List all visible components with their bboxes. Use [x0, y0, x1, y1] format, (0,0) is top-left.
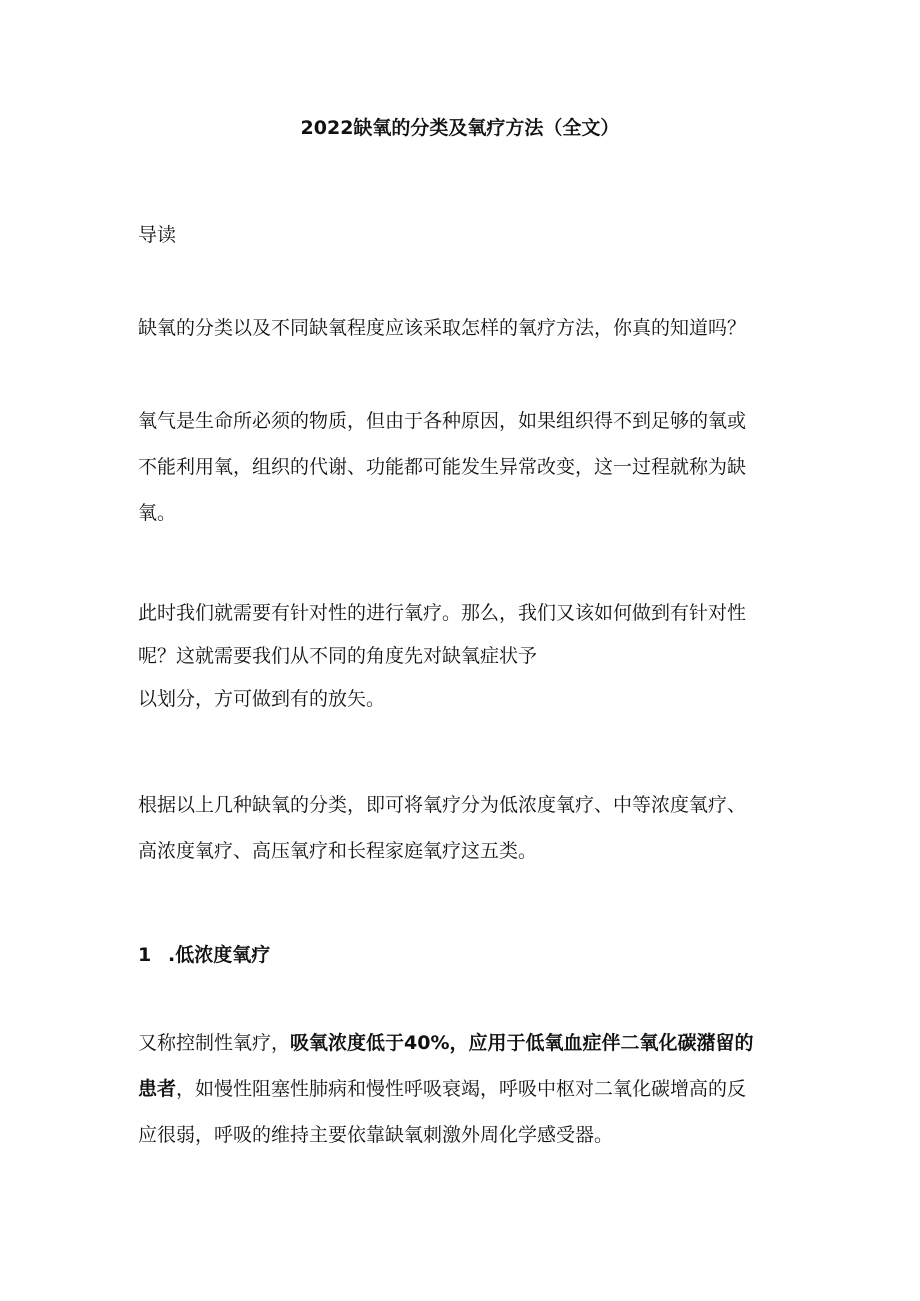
paragraph-low-concentration [138, 1020, 788, 1158]
paragraph-line: 呢？这就需要我们从不同的角度先对缺氧症状予 [138, 645, 538, 667]
normal-text: 又称控制性氧疗， [138, 1032, 291, 1054]
section-heading-low-concentration [138, 932, 788, 978]
paragraph-definition [138, 398, 788, 536]
paragraph-line: 以划分，方可做到有的放矢。 [138, 688, 386, 710]
paragraph-line: 高浓度氧疗、高压氧疗和长程家庭氧疗这五类。 [138, 840, 538, 862]
lead-label-text: 导读 [138, 224, 177, 246]
lead-label [138, 212, 788, 258]
normal-text: ，如慢性阻塞性肺病和慢性呼吸衰竭，呼吸中枢对二氧化碳增高的反 [176, 1078, 747, 1100]
paragraph-targeted-therapy [138, 590, 788, 722]
paragraph-line [138, 1066, 788, 1112]
bold-text: 患者 [138, 1078, 177, 1100]
paragraph-line: 不能利用氧，组织的代谢、功能都可能发生异常改变，这一过程就称为缺 [138, 456, 747, 478]
paragraph-line: 氧气是生命所必须的物质，但由于各种原因，如果组织得不到足够的氧或 [138, 410, 747, 432]
document-title: 2022缺氧的分类及氧疗方法（全文） [300, 117, 620, 139]
lead-paragraph [138, 305, 788, 351]
paragraph-line: 应很弱，呼吸的维持主要依靠缺氧刺激外周化学感受器。 [138, 1124, 614, 1146]
paragraph-line: 此时我们就需要有针对性的进行氧疗。那么，我们又该如何做到有针对性 [138, 602, 747, 624]
paragraph-classification [138, 782, 788, 874]
lead-paragraph-line: 缺氧的分类以及不同缺氧程度应该采取怎样的氧疗方法，你真的知道吗？ [138, 317, 747, 339]
paragraph-line: 根据以上几种缺氧的分类，即可将氧疗分为低浓度氧疗、中等浓度氧疗、 [138, 794, 747, 816]
section-title: .低浓度氧疗 [168, 944, 271, 966]
paragraph-line: 氧。 [138, 502, 177, 524]
paragraph-line [138, 1020, 788, 1066]
bold-text: 吸氧浓度低于40%，应用于低氧血症伴二氧化碳潴留的 [290, 1032, 754, 1054]
section-number: 1 [138, 944, 152, 966]
